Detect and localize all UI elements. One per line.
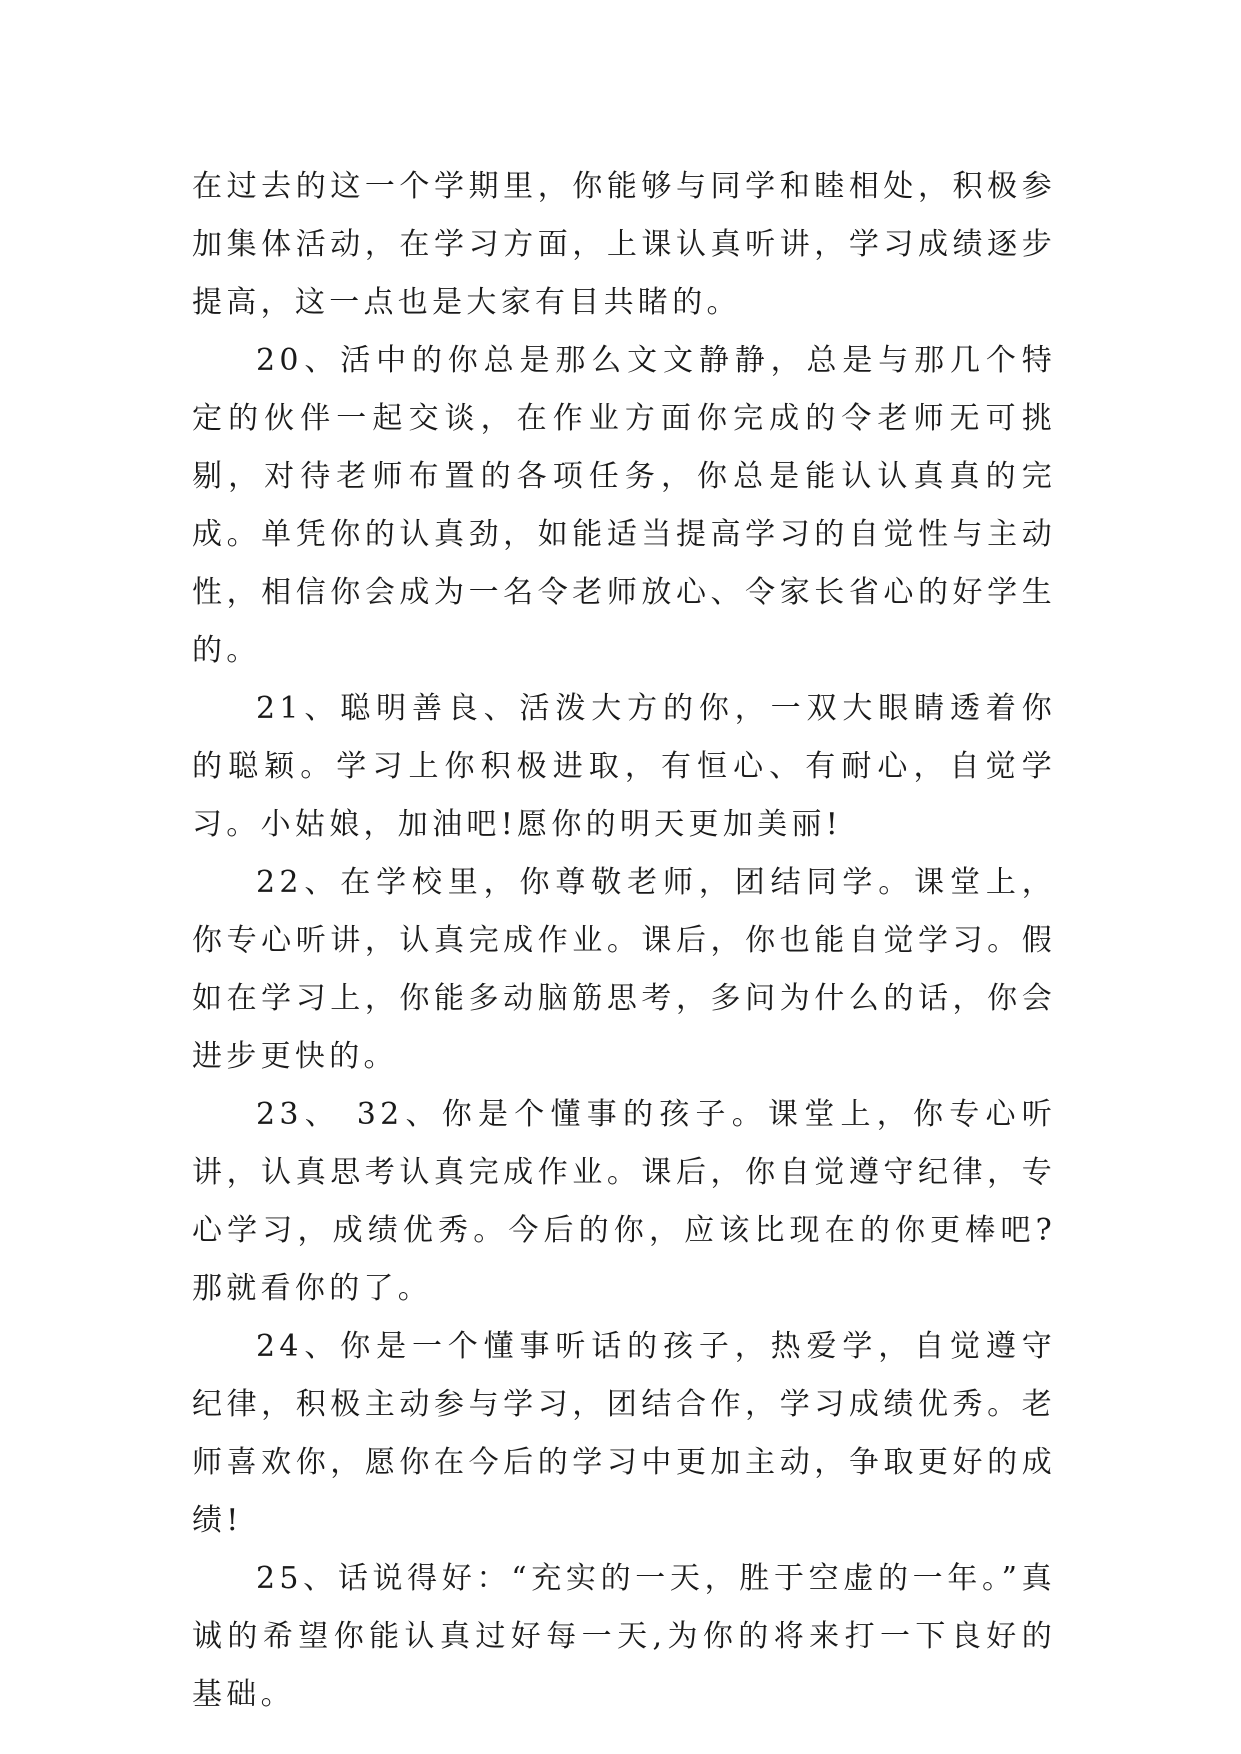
paragraph-23: 23、 32、你是个懂事的孩子。课堂上，你专心听讲，认真思考认真完成作业。课后，你自觉遵守纪律，专心学习，成绩优秀。今后的你，应该比现在的你更棒吧?那就看你的了。 [192, 1097, 1056, 1306]
paragraph-21: 21、聪明善良、活泼大方的你，一双大眼睛透着你的聪颖。学习上你积极进取，有恒心、有耐心，自觉学习。小姑娘，加油吧!愿你的明天更加美丽! [192, 691, 1056, 842]
paragraph-25: 25、话说得好：“充实的一天，胜于空虚的一年。”真诚的希望你能认真过好每一天,为你的将来打一下良好的基础。 [192, 1561, 1056, 1712]
paragraph-24: 24、你是一个懂事听话的孩子，热爱学，自觉遵守纪律，积极主动参与学习，团结合作，学习成绩优秀。老师喜欢你，愿你在今后的学习中更加主动，争取更好的成绩! [192, 1329, 1056, 1538]
paragraph-22: 22、在学校里，你尊敬老师，团结同学。课堂上，你专心听讲，认真完成作业。课后，你也能自觉学习。假如在学习上，你能多动脑筋思考，多问为什么的话，你会进步更快的。 [192, 865, 1056, 1074]
paragraph-intro: 在过去的这一个学期里，你能够与同学和睦相处，积极参加集体活动，在学习方面，上课认真听讲，学习成绩逐步提高，这一点也是大家有目共睹的。 [192, 169, 1056, 320]
document-page [192, 158, 1056, 1724]
paragraph-20: 20、活中的你总是那么文文静静，总是与那几个特定的伙伴一起交谈，在作业方面你完成的令老师无可挑剔，对待老师布置的各项任务，你总是能认认真真的完成。单凭你的认真劲，如能适当提高学习的自觉性与主动性，相信你会成为一名令老师放心、令家长省心的好学生的。 [192, 343, 1056, 668]
